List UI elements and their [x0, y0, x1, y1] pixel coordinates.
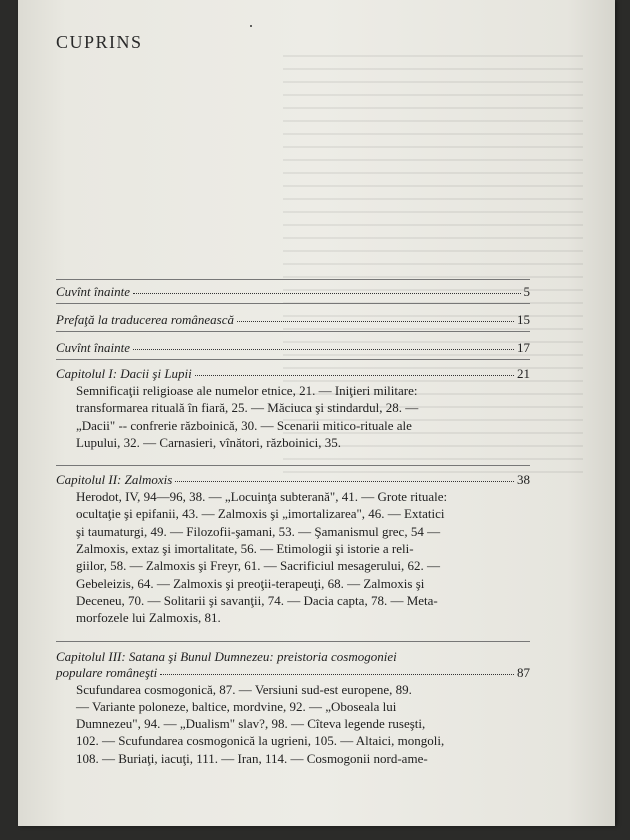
chapter-entry: [56, 366, 530, 451]
chapter-page: 38: [517, 472, 530, 488]
toc-entry-page: 17: [517, 340, 530, 355]
summary-line: Lupului, 32. — Carnasieri, vînători, războinici, 35.: [76, 434, 341, 450]
summary-line: şi taumaturgi, 49. — Filozofii-şamani, 53. — Şamanismul grec, 54 —: [76, 523, 441, 539]
toc-entry-label: Cuvînt înainte: [56, 284, 131, 299]
chapter-summary: [56, 488, 530, 626]
page-title: CUPRINS: [56, 32, 143, 52]
summary-line: Semnificaţii religioase ale numelor etnice, 21. — Iniţieri militare:: [76, 383, 418, 398]
chapter-summary: [56, 382, 530, 451]
chapter-entry: [56, 472, 530, 626]
summary-line: Dumnezeu", 94. — „Dualism" slav?, 98. — Cîteva legende ruseşti,: [76, 716, 426, 732]
dot-leader: [237, 320, 514, 322]
chapter-heading: [56, 472, 530, 488]
divider-top: [56, 279, 530, 280]
summary-line: Scufundarea cosmogonică, 87. — Versiuni sud-est europene, 89.: [76, 681, 412, 697]
summary-line: „Dacii" -- confrerie războinică, 30. — Scenarii mitico-rituale ale: [76, 417, 412, 433]
summary-line: — Variante poloneze, baltice, mordvine, 92. — „Oboseala lui: [76, 698, 397, 714]
book-page: [18, 0, 615, 826]
summary-line: Zalmoxis, extaz şi imortalitate, 56. — Etimologii şi istorie a reli-: [76, 541, 414, 557]
divider: [56, 303, 530, 304]
chapter-title: Capitolul II: Zalmoxis: [56, 472, 173, 488]
summary-line: Herodot, IV, 94—96, 38. — „Locuinţa subterană", 41. — Grote rituale:: [76, 489, 448, 505]
toc-entry-label: Cuvînt înainte: [56, 340, 131, 355]
toc-entry: [56, 312, 530, 328]
toc-entry-page: 15: [517, 312, 530, 327]
chapter-title: Capitolul I: Dacii şi Lupii: [56, 366, 192, 381]
divider: [56, 331, 530, 332]
summary-line: Deceneu, 70. — Solitarii şi savanţii, 74. — Dacia capta, 78. — Meta-: [76, 592, 438, 608]
table-of-contents: [56, 276, 530, 781]
chapter-heading: [56, 366, 530, 382]
divider: [56, 359, 530, 360]
chapter-title: Capitolul III: Satana şi Bunul Dumnezeu: preistoria cosmogoniei: [56, 648, 397, 664]
summary-line: morfozele lui Zalmoxis, 81.: [76, 610, 221, 626]
dot-leader: [195, 374, 514, 376]
chapter-title-continued: populare româneşti: [56, 664, 158, 680]
dot-leader: [160, 673, 514, 675]
summary-line: ocultaţie şi epifanii, 43. — Zalmoxis şi „imortalizarea", 46. — Extatici: [76, 506, 445, 522]
chapter-page: 87: [517, 664, 530, 680]
divider: [56, 465, 530, 466]
toc-entry-label: Prefaţă la traducerea românească: [56, 312, 234, 327]
dot-leader: [175, 480, 514, 482]
chapter-page: 21: [517, 366, 530, 381]
summary-line: Gebeleizis, 64. — Zalmoxis şi preoţii-terapeuţi, 68. — Zalmoxis şi: [76, 575, 425, 591]
dot-leader: [133, 292, 520, 294]
summary-line: 102. — Scufundarea cosmogonică la ugrieni, 105. — Altaici, mongoli,: [76, 733, 445, 749]
toc-entry: [56, 340, 530, 356]
ink-speck: [250, 25, 252, 27]
chapter-heading: [56, 665, 530, 681]
chapter-summary: [56, 681, 530, 767]
toc-entry-page: 5: [523, 284, 530, 299]
summary-line: transformarea rituală în fiară, 25. — Măciuca şi stindardul, 28. —: [76, 400, 419, 416]
toc-entry: [56, 284, 530, 300]
summary-line: 108. — Buriaţi, iacuţi, 111. — Iran, 114. — Cosmogonii nord-ame-: [76, 750, 428, 766]
dot-leader: [133, 348, 514, 350]
chapter-entry: [56, 648, 530, 767]
summary-line: giilor, 58. — Zalmoxis şi Freyr, 61. — Sacrificiul mesagerului, 62. —: [76, 558, 440, 574]
divider: [56, 641, 530, 642]
